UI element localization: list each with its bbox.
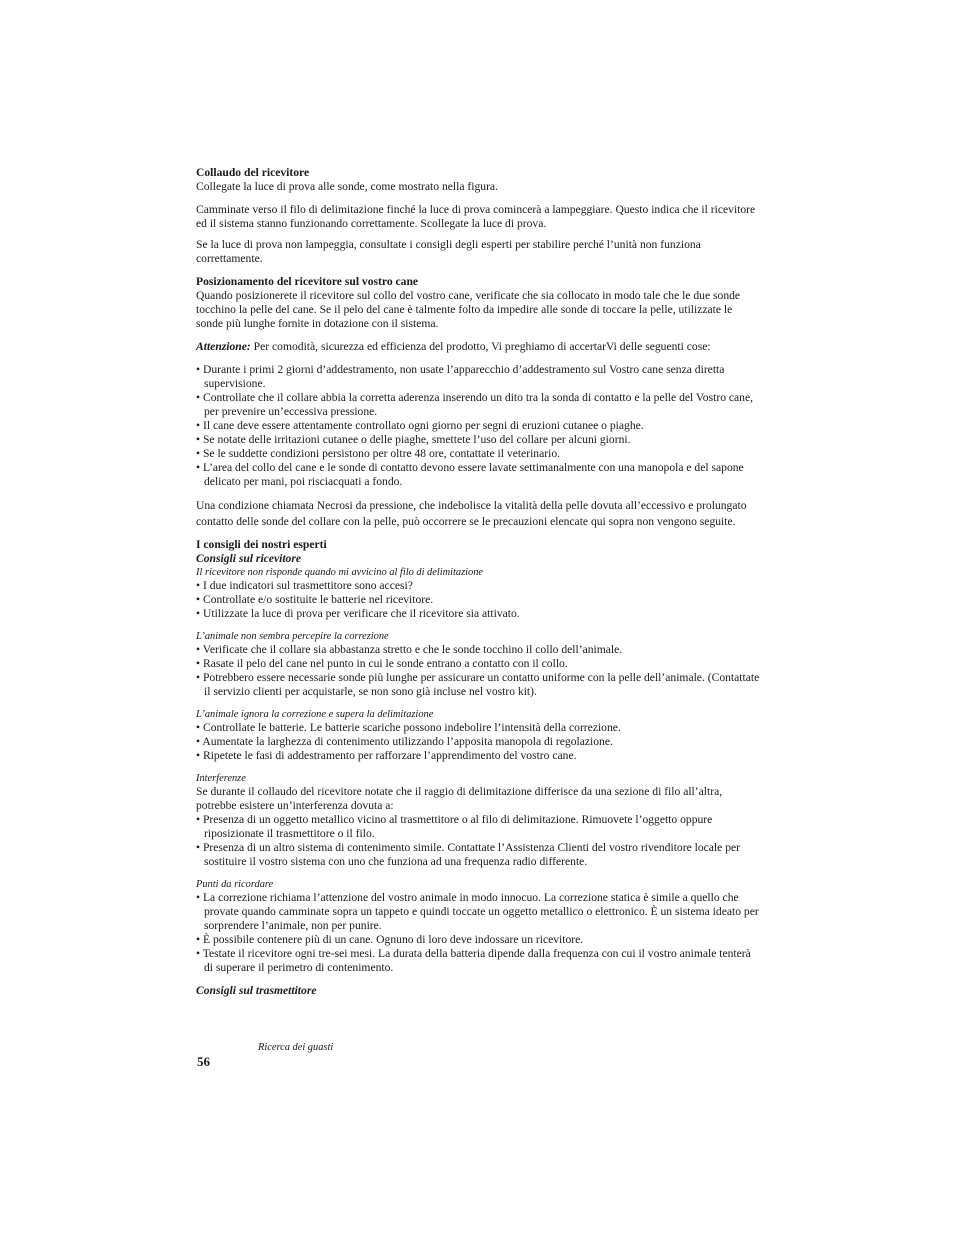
list-item: • Presenza di un altro sistema di contenimento simile. Contattate l’Assistenza Clienti del vostro rivenditore locale per sostituire il vostro sistema con uno che funziona ad una frequenza radio differente. bbox=[196, 841, 761, 869]
group-title: Il ricevitore non risponde quando mi avvicino al filo di delimitazione bbox=[196, 567, 484, 578]
subheading-transmitter-tips: Consigli sul trasmettitore bbox=[196, 984, 317, 997]
paragraph: Se la luce di prova non lampeggia, consultate i consigli degli esperti per stabilire perché l’unità non funziona correttamente. bbox=[196, 238, 701, 265]
tips-list bbox=[196, 579, 761, 621]
group-title: L’animale non sembra percepire la correzione bbox=[196, 631, 389, 642]
paragraph: Se durante il collaudo del ricevitore notate che il raggio di delimitazione differisce da una sezione di filo all’altra, potrebbe esistere un’interferenza dovuta a: bbox=[196, 785, 723, 812]
list-item: • Rasate il pelo del cane nel punto in cui le sonde entrano a contatto con il collo. bbox=[196, 657, 761, 671]
list-item: • Il cane deve essere attentamente controllato ogni giorno per segni di eruzioni cutanee o piaghe. bbox=[196, 419, 761, 433]
list-item: • Controllate che il collare abbia la corretta aderenza inserendo un dito tra la sonda di contatto e la pelle del Vostro cane, per prevenire un’eccessiva pressione. bbox=[196, 391, 761, 419]
precautions-list bbox=[196, 363, 761, 489]
list-item: • Controllate le batterie. Le batterie scariche possono indebolire l’intensità della correzione. bbox=[196, 721, 761, 735]
list-item: • Potrebbero essere necessarie sonde più lunghe per assicurare un contatto uniforme con la pelle dell’animale. (Contattate il servizio clienti per acquistarle, se non sono già incluse nel vostro kit). bbox=[196, 671, 761, 699]
list-item: • Verificate che il collare sia abbastanza stretto e che le sonde tocchino il collo dell’animale. bbox=[196, 643, 761, 657]
list-item: • La correzione richiama l’attenzione del vostro animale in modo innocuo. La correzione statica è simile a quello che provate quando camminate sopra un tappeto e quindi toccate un oggetto metallico o elettronico. È un sistema ideato per sorprendere l’animale, non per punire. bbox=[196, 891, 761, 933]
list-item: • Durante i primi 2 giorni d’addestramento, non usate l’apparecchio d’addestramento sul Vostro cane senza diretta supervisione. bbox=[196, 363, 761, 391]
list-item: • Aumentate la larghezza di contenimento utilizzando l’apposita manopola di regolazione. bbox=[196, 735, 761, 749]
list-item: • Testate il ricevitore ogni tre-sei mesi. La durata della batteria dipende dalla frequenza con cui il vostro animale tenterà di superare il perimetro di contenimento. bbox=[196, 947, 761, 975]
paragraph: Una condizione chiamata Necrosi da pressione, che indebolisce la vitalità della pelle dovuta all’eccessivo e prolungato contatto delle sonde del collare con la pelle, può occorrere se le precauzioni elencate qui sopra non vengono seguite. bbox=[196, 499, 747, 528]
group-title: Punti da ricordare bbox=[196, 879, 274, 890]
list-item: • I due indicatori sul trasmettitore sono accesi? bbox=[196, 579, 761, 593]
list-item: • Se notate delle irritazioni cutanee o delle piaghe, smettete l’uso del collare per alcuni giorni. bbox=[196, 433, 761, 447]
group-title: L’animale ignora la correzione e supera la delimitazione bbox=[196, 709, 434, 720]
paragraph: Camminate verso il filo di delimitazione finché la luce di prova comincerà a lampeggiare. Questo indica che il ricevitore ed il sistema stanno funzionando correttamente. Scollegate la luce di prova. bbox=[196, 203, 756, 230]
page-body bbox=[196, 166, 761, 998]
list-item: • Presenza di un oggetto metallico vicino al trasmettitore o al filo di delimitazione. Rimuovete l’oggetto oppure riposizionate il trasmettitore o il filo. bbox=[196, 813, 761, 841]
list-item: • L’area del collo del cane e le sonde di contatto devono essere lavate settimanalmente con una manopola e del sapone delicato per mani, poi risciacquati a fondo. bbox=[196, 461, 761, 489]
list-item: • Controllate e/o sostituite le batterie nel ricevitore. bbox=[196, 593, 761, 607]
paragraph: Collegate la luce di prova alle sonde, come mostrato nella figura. bbox=[196, 180, 498, 193]
group-title: Interferenze bbox=[196, 773, 246, 784]
section-heading-positioning: Posizionamento del ricevitore sul vostro cane bbox=[196, 275, 419, 288]
subheading-receiver-tips: Consigli sul ricevitore bbox=[196, 552, 301, 565]
tips-list bbox=[196, 891, 761, 975]
tips-list bbox=[196, 643, 761, 699]
section-heading-expert-tips: I consigli dei nostri esperti bbox=[196, 538, 327, 551]
list-item: • Ripetete le fasi di addestramento per rafforzare l’apprendimento del vostro cane. bbox=[196, 749, 761, 763]
running-title: Ricerca dei guasti bbox=[258, 1042, 334, 1053]
page-number: 56 bbox=[197, 1054, 210, 1069]
list-item: • Utilizzate la luce di prova per verificare che il ricevitore sia attivato. bbox=[196, 607, 761, 621]
list-item: • Se le suddette condizioni persistono per oltre 48 ore, contattate il veterinario. bbox=[196, 447, 761, 461]
attention-note bbox=[196, 340, 761, 354]
tips-list bbox=[196, 721, 761, 763]
attention-text: Per comodità, sicurezza ed efficienza del prodotto, Vi preghiamo di accertarVi delle seguenti cose: bbox=[250, 340, 711, 353]
section-heading-receiver-test: Collaudo del ricevitore bbox=[196, 166, 310, 179]
list-item: • È possibile contenere più di un cane. Ognuno di loro deve indossare un ricevitore. bbox=[196, 933, 761, 947]
paragraph: Quando posizionerete il ricevitore sul collo del vostro cane, verificate che sia collocato in modo tale che le due sonde tocchino la pelle del cane. Se il pelo del cane è talmente folto da impedire alle sonde di toccare la pelle, utilizzate le sonde più lunghe fornite in dotazione con il sistema. bbox=[196, 289, 741, 330]
tips-list bbox=[196, 813, 761, 869]
attention-label: Attenzione: bbox=[196, 340, 251, 353]
